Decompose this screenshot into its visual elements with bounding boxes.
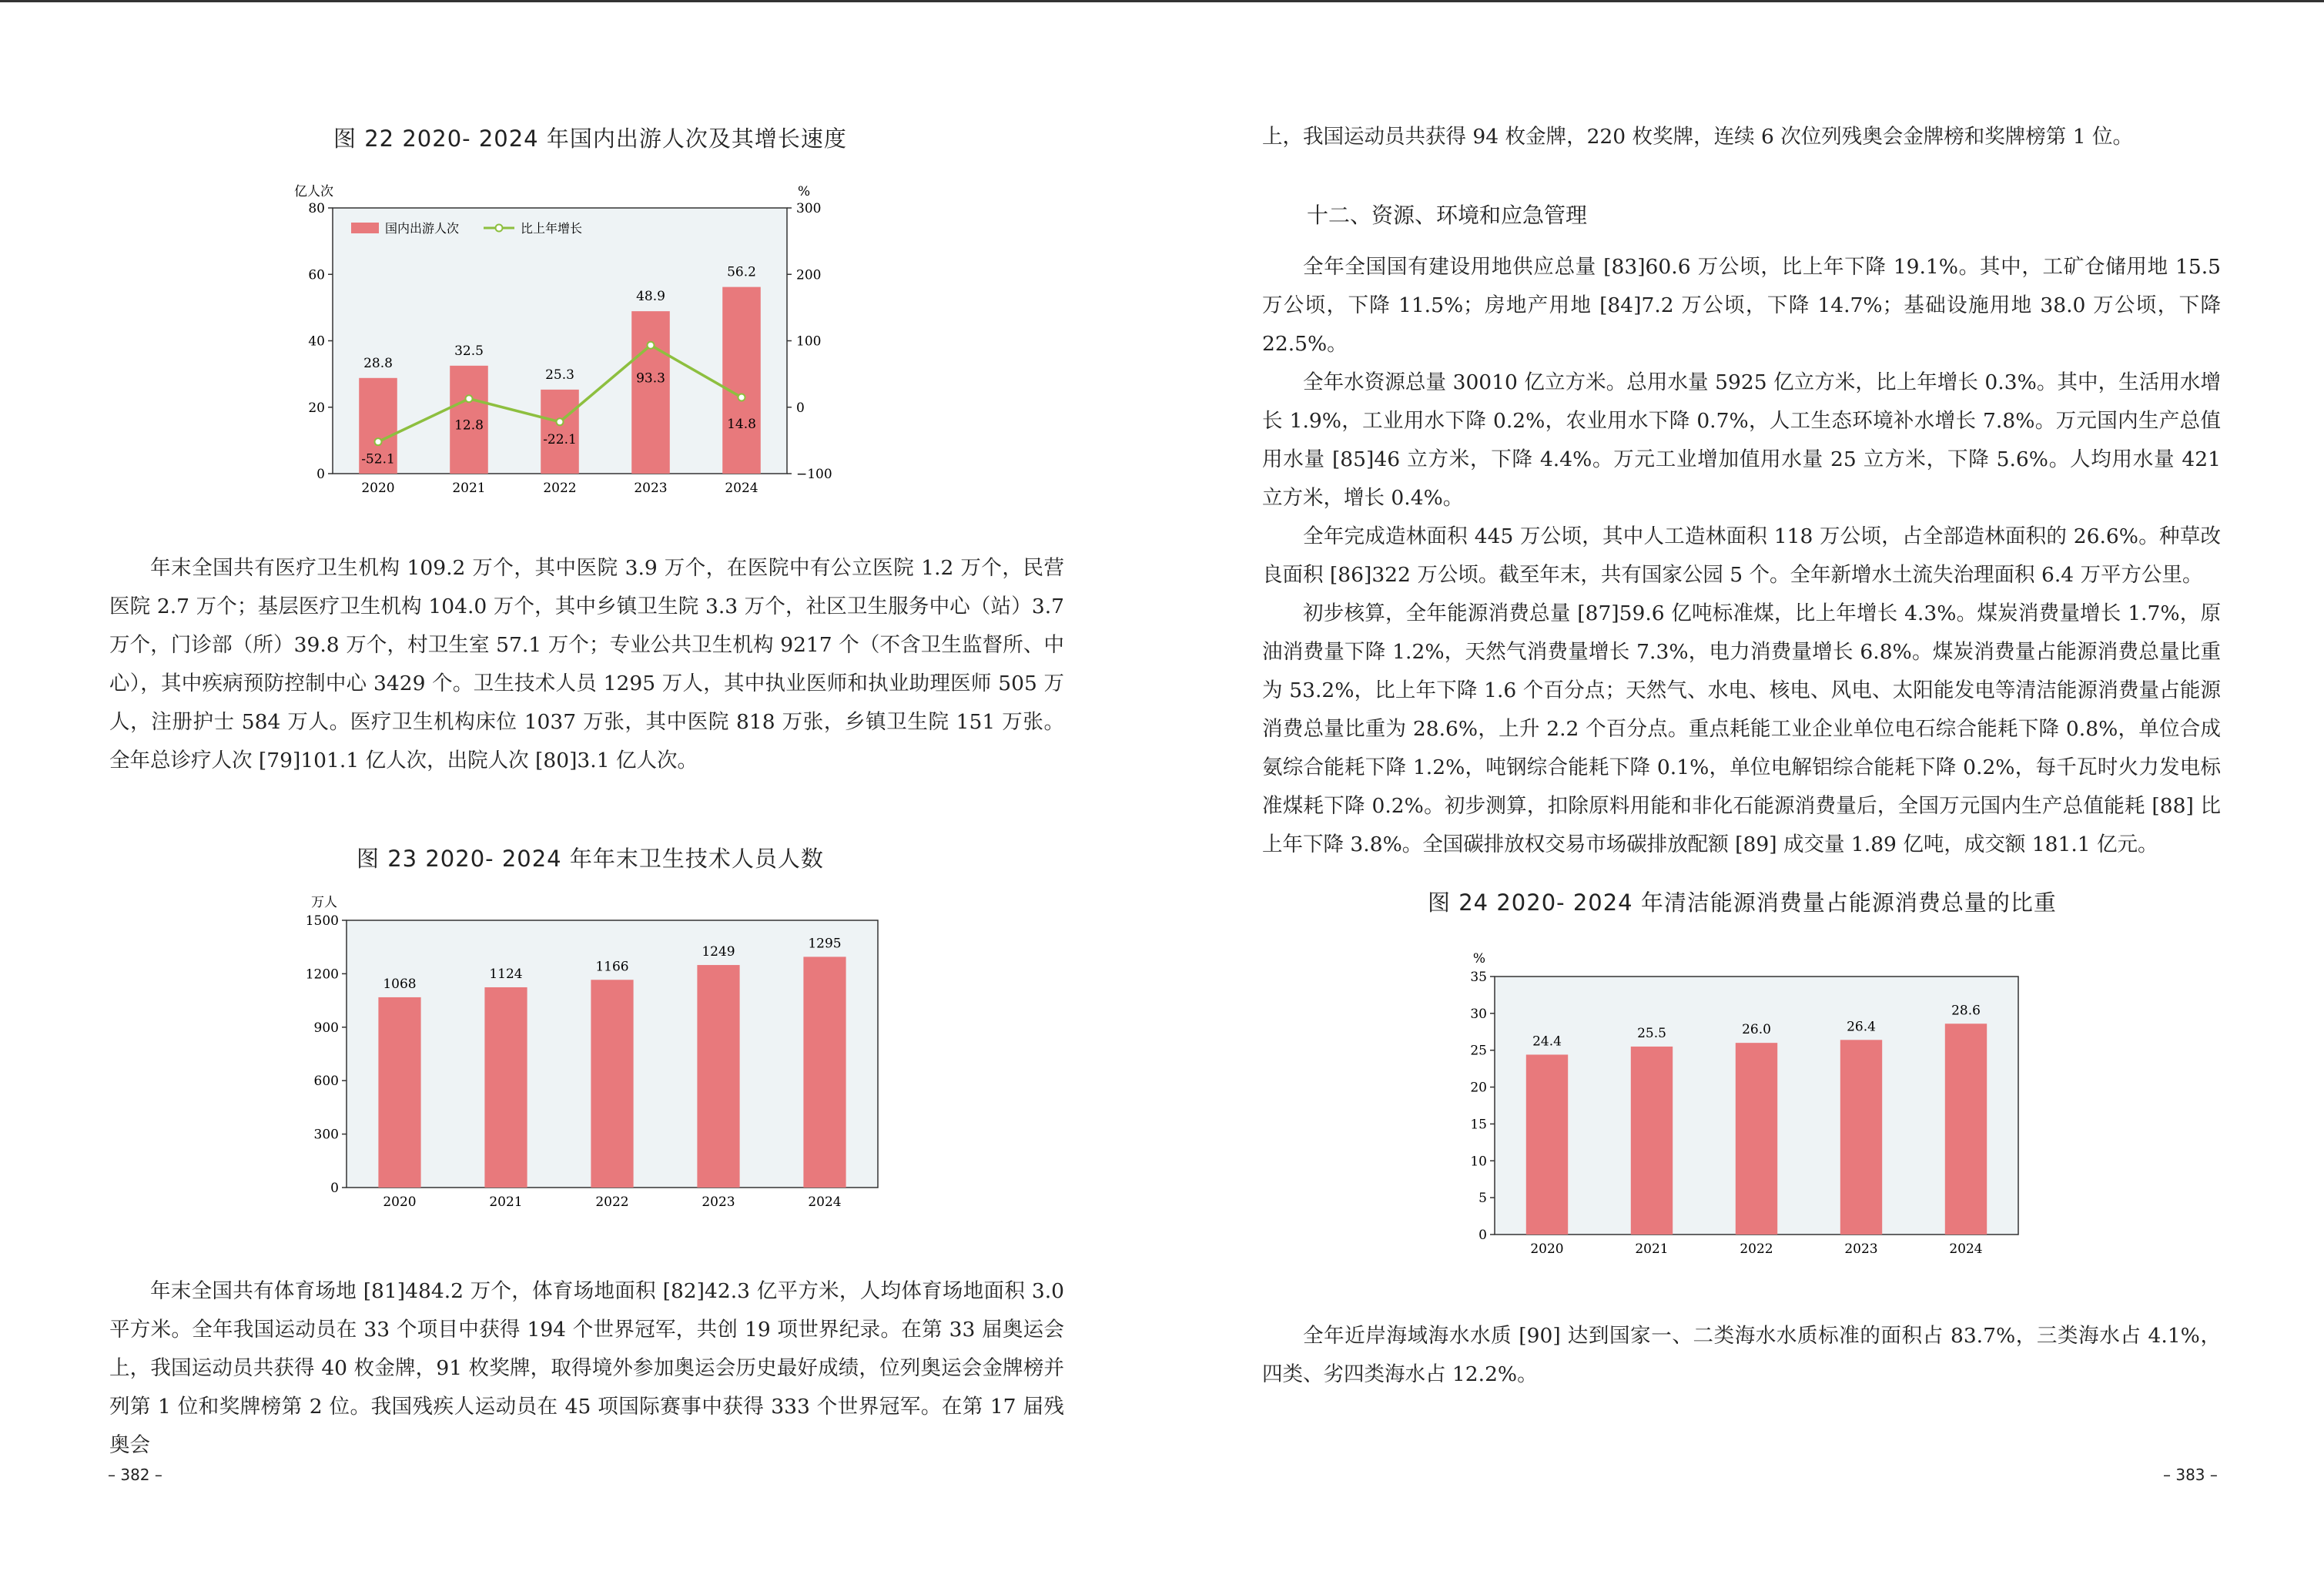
page-number-right: – 383 – bbox=[2163, 1466, 2218, 1484]
bar bbox=[1526, 1054, 1568, 1235]
paragraph-seawater-text: 全年近岸海域海水水质 [90] 达到国家一、二类海水水质标准的面积占 83.7%，三类海水占 4.1%，四类、劣四类海水占 12.2%。 bbox=[1262, 1324, 2221, 1386]
y-tick-label: 1200 bbox=[305, 967, 339, 983]
y-tick-label: 35 bbox=[1470, 970, 1487, 985]
bar bbox=[722, 287, 761, 474]
bar-data-label: 48.9 bbox=[636, 289, 665, 305]
y-tick-label-left: 0 bbox=[316, 467, 325, 482]
y-tick-label: 10 bbox=[1470, 1154, 1487, 1170]
x-tick-label: 2024 bbox=[725, 481, 758, 494]
y-tick-label: 900 bbox=[313, 1020, 339, 1036]
data-label: 26.4 bbox=[1847, 1019, 1876, 1035]
bar bbox=[378, 997, 420, 1188]
y-tick-label-left: 60 bbox=[308, 267, 325, 283]
section-heading: 十二、资源、环境和应急管理 bbox=[1307, 203, 1588, 228]
figure-24-title: 图 24 2020- 2024 年清洁能源消费量占能源消费总量的比重 bbox=[1428, 889, 2057, 916]
line-data-label: -22.1 bbox=[543, 431, 577, 447]
paragraph-health bbox=[109, 549, 1064, 780]
paragraph-paralympics-cont bbox=[1262, 118, 2221, 156]
bar bbox=[1840, 1040, 1882, 1235]
data-label: 1295 bbox=[808, 936, 842, 952]
paragraph-seawater bbox=[1262, 1317, 2221, 1394]
bar bbox=[803, 956, 846, 1188]
bar bbox=[591, 980, 633, 1188]
bar bbox=[631, 311, 670, 474]
bar-data-label: 56.2 bbox=[727, 264, 756, 280]
y-tick-label-right: −100 bbox=[796, 467, 832, 482]
data-label: 26.0 bbox=[1742, 1022, 1771, 1038]
paragraphs-resources bbox=[1262, 248, 2221, 864]
y-tick-label-right: 300 bbox=[796, 201, 822, 216]
y-tick-label-right: 100 bbox=[796, 333, 822, 350]
y-tick-label-left: 40 bbox=[308, 333, 325, 350]
x-tick-label: 2022 bbox=[1740, 1241, 1773, 1257]
bar bbox=[697, 965, 739, 1188]
line-data-label: 93.3 bbox=[636, 370, 665, 387]
data-label: 1068 bbox=[383, 976, 417, 992]
figure-23-chart bbox=[293, 893, 893, 1217]
data-label: 1124 bbox=[489, 966, 523, 982]
paragraph-sports-text: 年末全国共有体育场地 [81]484.2 万个，体育场地面积 [82]42.3 亿平方米，人均体育场地面积 3.0 平方米。全年我国运动员在 33 个项目中获得 194 个世界冠军，共创 19 项世界纪录。在第 33 届奥运会上，我国运动员共获得 40 枚金牌，91 枚奖牌，取得境外参加奥运会历史最好成绩，位列奥运会金牌榜并列第 1 位和奖牌榜第 2 位。我国残疾人运动员在 45 项国际赛事中获得 333 个世界冠军。在第 17 届残奥会 bbox=[109, 1279, 1064, 1457]
x-tick-label: 2021 bbox=[1635, 1241, 1669, 1257]
bar bbox=[1631, 1047, 1673, 1235]
right-page bbox=[1162, 0, 2324, 1588]
legend-bar-swatch bbox=[351, 223, 379, 233]
paragraph-paralympics-text: 上，我国运动员共获得 94 枚金牌，220 枚奖牌，连续 6 次位列残奥会金牌榜和奖牌榜第 1 位。 bbox=[1262, 125, 2133, 149]
y-axis-label: 万人 bbox=[311, 895, 337, 910]
y-tick-label-left: 20 bbox=[308, 400, 325, 416]
figure-23-title: 图 23 2020- 2024 年年末卫生技术人员人数 bbox=[357, 846, 824, 872]
legend-line-label: 比上年增长 bbox=[521, 221, 583, 236]
paragraph-energy: 初步核算，全年能源消费总量 [87]59.6 亿吨标准煤，比上年增长 4.3%。煤炭消费量增长 1.7%，原油消费量下降 1.2%，天然气消费量增长 7.3%，电力消费量增长 6.8%。煤炭消费量占能源消费总量比重为 53.2%，比上年下降 1.6 个百分点；天然气、水电、核电、风电、太阳能发电等清洁能源消费量占能源消费总量比重为 28.6%，上升 2.2 个百分点。重点耗能工业企业单位电石综合能耗下降 0.8%，单位合成氨综合能耗下降 1.2%，吨钢综合能耗下降 0.1%，单位电解铝综合能耗下降 0.2%，每千瓦时火力发电标准煤耗下降 0.2%。初步测算，扣除原料用能和非化石能源消费量后，全国万元国内生产总值能耗 [88] 比上年下降 3.8%。全国碳排放权交易市场碳排放配额 [89] 成交量 1.89 亿吨，成交额 181.1 亿元。 bbox=[1262, 601, 2221, 856]
y-tick-label-right: 200 bbox=[796, 267, 822, 283]
x-tick-label: 2020 bbox=[361, 481, 395, 494]
paragraph-health-text: 年末全国共有医疗卫生机构 109.2 万个，其中医院 3.9 万个，在医院中有公立医院 1.2 万个，民营医院 2.7 万个；基层医疗卫生机构 104.0 万个，其中乡镇卫生院 3.3 万个，社区卫生服务中心（站）3.7 万个，门诊部（所）39.8 万个，村卫生室 57.1 万个；专业公共卫生机构 9217 个（不含卫生监督所、中心），其中疾病预防控制中心 3429 个。卫生技术人员 1295 万人，其中执业医师和执业助理医师 505 万人，注册护士 584 万人。医疗卫生机构床位 1037 万张，其中医院 818 万张，乡镇卫生院 151 万张。全年总诊疗人次 [79]101.1 亿人次，出院人次 [80]3.1 亿人次。 bbox=[109, 556, 1064, 772]
y-axis-label: % bbox=[1472, 951, 1485, 967]
bar bbox=[484, 987, 527, 1188]
line-data-label: 14.8 bbox=[727, 416, 756, 432]
data-label: 1249 bbox=[702, 944, 735, 960]
page-number-left: – 382 – bbox=[108, 1466, 162, 1484]
y-tick-label: 0 bbox=[1478, 1228, 1487, 1243]
growth-point bbox=[738, 394, 745, 400]
legend-bar-label: 国内出游人次 bbox=[385, 221, 460, 236]
y-tick-label: 600 bbox=[313, 1074, 339, 1090]
x-tick-label: 2024 bbox=[1949, 1241, 1983, 1257]
line-data-label: 12.8 bbox=[454, 417, 484, 434]
y-tick-label: 300 bbox=[313, 1127, 339, 1143]
growth-point bbox=[375, 438, 382, 445]
data-label: 28.6 bbox=[1951, 1003, 1981, 1019]
x-tick-label: 2024 bbox=[808, 1194, 842, 1210]
figure-22-title: 图 22 2020- 2024 年国内出游人次及其增长速度 bbox=[333, 126, 847, 152]
paragraph-water: 全年水资源总量 30010 亿立方米。总用水量 5925 亿立方米，比上年增长 0.3%。其中，生活用水增长 1.9%，工业用水下降 0.2%，农业用水下降 0.7%，人工生态环境补水增长 7.8%。万元国内生产总值用水量 [85]46 立方米，下降 4.4%。万元工业增加值用水量 25 立方米，下降 5.6%。人均用水量 421 立方米，增长 0.4%。 bbox=[1262, 370, 2221, 510]
x-tick-label: 2023 bbox=[634, 481, 668, 494]
y-axis-label-left: 亿人次 bbox=[294, 184, 333, 199]
x-tick-label: 2021 bbox=[489, 1194, 523, 1210]
y-tick-label: 15 bbox=[1470, 1117, 1487, 1133]
growth-point bbox=[466, 395, 473, 402]
y-tick-label-right: 0 bbox=[796, 400, 805, 416]
bar-data-label: 32.5 bbox=[454, 343, 484, 359]
bar-data-label: 28.8 bbox=[363, 355, 393, 371]
growth-point bbox=[557, 418, 564, 425]
x-tick-label: 2023 bbox=[1844, 1241, 1878, 1257]
figure-22-chart bbox=[277, 179, 878, 494]
x-tick-label: 2021 bbox=[452, 481, 486, 494]
x-tick-label: 2023 bbox=[702, 1194, 735, 1210]
x-tick-label: 2020 bbox=[383, 1194, 417, 1210]
paragraph-land: 全年全国国有建设用地供应总量 [83]60.6 万公顷，比上年下降 19.1%。其中，工矿仓储用地 15.5 万公顷，下降 11.5%；房地产用地 [84]7.2 万公顷，下降 14.7%；基础设施用地 38.0 万公顷，下降 22.5%。 bbox=[1262, 255, 2221, 356]
paragraph-forest: 全年完成造林面积 445 万公顷，其中人工造林面积 118 万公顷，占全部造林面积的 26.6%。种草改良面积 [86]322 万公顷。截至年末，共有国家公园 5 个。全年新增水土流失治理面积 6.4 万平方公里。 bbox=[1262, 524, 2221, 587]
growth-point bbox=[648, 342, 655, 349]
y-tick-label: 1500 bbox=[305, 913, 339, 929]
y-tick-label: 30 bbox=[1470, 1006, 1487, 1022]
legend-line-marker bbox=[496, 225, 503, 232]
y-tick-label-left: 80 bbox=[308, 201, 325, 216]
y-tick-label: 5 bbox=[1478, 1191, 1487, 1207]
x-tick-label: 2020 bbox=[1530, 1241, 1564, 1257]
bar bbox=[1945, 1023, 1987, 1235]
figure-24-chart bbox=[1447, 947, 2032, 1263]
y-axis-label-right: % bbox=[798, 184, 811, 199]
y-tick-label: 25 bbox=[1470, 1043, 1487, 1059]
data-label: 25.5 bbox=[1637, 1025, 1666, 1041]
data-label: 1166 bbox=[595, 959, 629, 975]
line-data-label: -52.1 bbox=[361, 451, 395, 467]
y-tick-label: 20 bbox=[1470, 1080, 1487, 1096]
x-tick-label: 2022 bbox=[595, 1194, 629, 1210]
bar bbox=[1736, 1043, 1777, 1235]
x-tick-label: 2022 bbox=[543, 481, 577, 494]
y-tick-label: 0 bbox=[330, 1181, 339, 1196]
paragraph-sports bbox=[109, 1272, 1064, 1465]
bar-data-label: 25.3 bbox=[545, 367, 574, 383]
data-label: 24.4 bbox=[1532, 1034, 1562, 1050]
